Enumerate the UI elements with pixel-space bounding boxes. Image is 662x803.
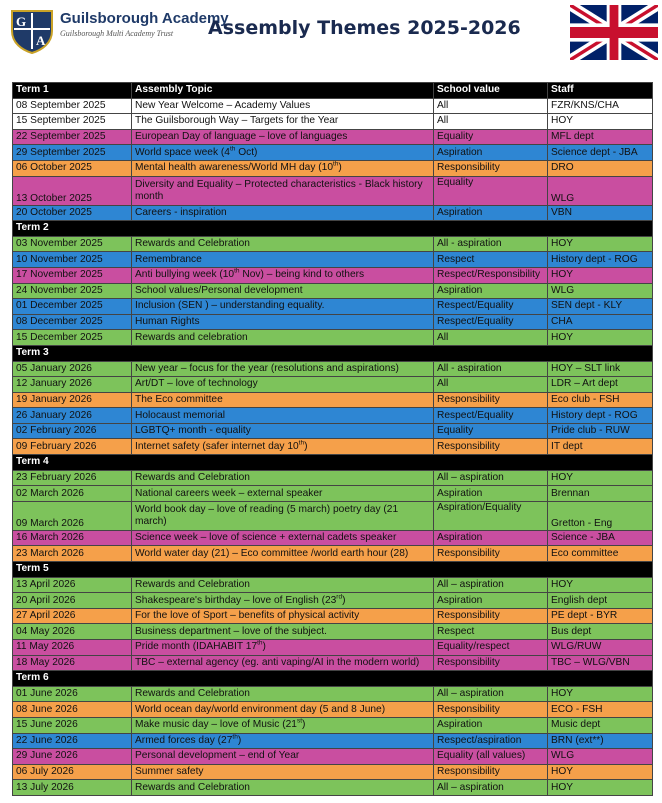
date-cell: 15 September 2025 — [13, 114, 132, 130]
topic-cell: Rewards and celebration — [132, 330, 434, 346]
value-cell: Equality (all values) — [434, 749, 548, 765]
table-row — [13, 577, 653, 593]
column-header-staff: Staff — [548, 83, 653, 99]
date-cell: 24 November 2025 — [13, 283, 132, 299]
staff-cell: HOY — [548, 330, 653, 346]
staff-cell: HOY — [548, 780, 653, 796]
table-row — [13, 624, 653, 640]
value-cell: Respect/Equality — [434, 299, 548, 315]
column-header-term: Term 1 — [13, 83, 132, 99]
date-cell: 09 February 2026 — [13, 439, 132, 455]
topic-cell: Rewards and Celebration — [132, 577, 434, 593]
value-cell: Aspiration — [434, 145, 548, 161]
staff-cell: Science - JBA — [548, 530, 653, 546]
value-cell: Responsibility — [434, 392, 548, 408]
assembly-schedule — [12, 82, 652, 796]
staff-cell: ECO - FSH — [548, 702, 653, 718]
date-cell: 19 January 2026 — [13, 392, 132, 408]
topic-cell: For the love of Sport – benefits of physical activity — [132, 608, 434, 624]
table-row — [13, 749, 653, 765]
staff-cell: Brennan — [548, 486, 653, 502]
term-label: Term 6 — [13, 671, 653, 687]
academy-crest-icon — [8, 7, 56, 55]
staff-cell: TBC – WLG/VBN — [548, 655, 653, 671]
topic-cell: The Guilsborough Way – Targets for the Year — [132, 114, 434, 130]
topic-cell: Business department – love of the subject. — [132, 624, 434, 640]
topic-cell: Holocaust memorial — [132, 408, 434, 424]
staff-cell: HOY — [548, 764, 653, 780]
value-cell: Aspiration — [434, 486, 548, 502]
value-cell: All – aspiration — [434, 780, 548, 796]
topic-text-after: ) — [302, 719, 306, 731]
page-title: Assembly Themes 2025-2026 — [208, 17, 521, 39]
staff-cell: Eco committee — [548, 546, 653, 562]
date-cell: 09 March 2026 — [13, 501, 132, 530]
value-cell: Equality — [434, 423, 548, 439]
table-row — [13, 780, 653, 796]
topic-cell: Rewards and Celebration — [132, 470, 434, 486]
table-row — [13, 640, 653, 656]
value-cell: Equality — [434, 129, 548, 145]
staff-cell: Eco club - FSH — [548, 392, 653, 408]
table-row — [13, 129, 653, 145]
table-row — [13, 160, 653, 176]
table-row — [13, 717, 653, 733]
value-cell: Responsibility — [434, 160, 548, 176]
topic-text-after: ) — [237, 734, 242, 746]
topic-cell: Rewards and Celebration — [132, 780, 434, 796]
value-cell: Respect — [434, 252, 548, 268]
table-row — [13, 330, 653, 346]
crest-letter-g: G — [16, 14, 27, 29]
date-cell: 11 May 2026 — [13, 640, 132, 656]
staff-cell: PE dept - BYR — [548, 608, 653, 624]
table-row — [13, 299, 653, 315]
table-row — [13, 176, 653, 205]
value-cell: All — [434, 330, 548, 346]
academy-logo-text — [60, 10, 229, 38]
date-cell: 26 January 2026 — [13, 408, 132, 424]
date-cell: 22 June 2026 — [13, 733, 132, 749]
date-cell: 06 October 2025 — [13, 160, 132, 176]
staff-cell: DRO — [548, 160, 653, 176]
value-cell: Aspiration — [434, 205, 548, 221]
value-cell: All - aspiration — [434, 236, 548, 252]
topic-cell: Inclusion (SEN ) – understanding equality. — [132, 299, 434, 315]
value-cell: Respect/aspiration — [434, 733, 548, 749]
table-row — [13, 439, 653, 455]
table-row — [13, 252, 653, 268]
topic-superscript: th — [229, 145, 236, 153]
staff-cell: HOY — [548, 267, 653, 283]
topic-cell: New Year Welcome – Academy Values — [132, 98, 434, 114]
staff-cell: HOY — [548, 470, 653, 486]
term-label: Term 4 — [13, 455, 653, 471]
value-cell: Aspiration — [434, 283, 548, 299]
value-cell: Aspiration — [434, 530, 548, 546]
topic-cell: Summer safety — [132, 764, 434, 780]
topic-cell: The Eco committee — [132, 392, 434, 408]
topic-text-after: ) — [342, 594, 346, 606]
topic-superscript: th — [234, 267, 240, 275]
topic-text: Armed forces day (27 — [135, 734, 233, 746]
topic-cell: Art/DT – love of technology — [132, 377, 434, 393]
staff-cell: Music dept — [548, 717, 653, 733]
table-row — [13, 593, 653, 609]
topic-cell: Remembrance — [132, 252, 434, 268]
table-row — [13, 98, 653, 114]
staff-cell: FZR/KNS/CHA — [548, 98, 653, 114]
date-cell: 02 February 2026 — [13, 423, 132, 439]
topic-cell — [132, 267, 434, 283]
topic-text-after: Nov) – being kind to others — [239, 269, 365, 281]
staff-cell: CHA — [548, 314, 653, 330]
term-header-row — [13, 345, 653, 361]
topic-superscript: rd — [336, 593, 343, 601]
table-row — [13, 702, 653, 718]
topic-cell: National careers week – external speaker — [132, 486, 434, 502]
table-body — [13, 98, 653, 795]
value-cell: Responsibility — [434, 439, 548, 455]
value-cell: Responsibility — [434, 702, 548, 718]
staff-cell: MFL dept — [548, 129, 653, 145]
date-cell: 08 December 2025 — [13, 314, 132, 330]
value-cell: Respect/Equality — [434, 408, 548, 424]
term-header-row — [13, 562, 653, 578]
table-row — [13, 283, 653, 299]
table-row — [13, 236, 653, 252]
topic-superscript: th — [232, 733, 238, 741]
date-cell: 20 October 2025 — [13, 205, 132, 221]
staff-cell: Science dept - JBA — [548, 145, 653, 161]
topic-cell — [132, 640, 434, 656]
staff-cell: HOY — [548, 236, 653, 252]
staff-cell: English dept — [548, 593, 653, 609]
topic-text: Shakespeare's birthday – love of English (23 — [135, 594, 337, 606]
value-cell: Aspiration/Equality — [434, 501, 548, 530]
date-cell: 15 June 2026 — [13, 717, 132, 733]
assembly-table — [12, 82, 653, 796]
topic-cell: Science week – love of science + external cadets speaker — [132, 530, 434, 546]
value-cell: Respect/Responsibility — [434, 267, 548, 283]
topic-cell: Rewards and Celebration — [132, 236, 434, 252]
topic-cell — [132, 717, 434, 733]
staff-cell: WLG — [548, 176, 653, 205]
topic-cell — [132, 145, 434, 161]
date-cell: 23 February 2026 — [13, 470, 132, 486]
topic-cell: World book day – love of reading (5 march) poetry day (21 march) — [132, 501, 434, 530]
value-cell: Respect/Equality — [434, 314, 548, 330]
value-cell: All – aspiration — [434, 577, 548, 593]
table-row — [13, 392, 653, 408]
table-row — [13, 408, 653, 424]
table-row — [13, 486, 653, 502]
table-row — [13, 361, 653, 377]
table-row — [13, 145, 653, 161]
value-cell: Responsibility — [434, 764, 548, 780]
table-row — [13, 423, 653, 439]
topic-text: Anti bullying week (10 — [135, 269, 235, 281]
staff-cell: LDR – Art dept — [548, 377, 653, 393]
topic-cell — [132, 439, 434, 455]
topic-cell: Human Rights — [132, 314, 434, 330]
date-cell: 13 April 2026 — [13, 577, 132, 593]
topic-text-after: ) — [338, 162, 342, 174]
date-cell: 02 March 2026 — [13, 486, 132, 502]
date-cell: 23 March 2026 — [13, 546, 132, 562]
term-header-row — [13, 671, 653, 687]
topic-cell: Personal development – end of Year — [132, 749, 434, 765]
value-cell: All — [434, 98, 548, 114]
staff-cell: History dept - ROG — [548, 252, 653, 268]
value-cell: All – aspiration — [434, 470, 548, 486]
value-cell: All - aspiration — [434, 361, 548, 377]
date-cell: 29 September 2025 — [13, 145, 132, 161]
staff-cell: HOY – SLT link — [548, 361, 653, 377]
date-cell: 27 April 2026 — [13, 608, 132, 624]
date-cell: 13 October 2025 — [13, 176, 132, 205]
staff-cell: HOY — [548, 114, 653, 130]
staff-cell: History dept - ROG — [548, 408, 653, 424]
staff-cell: Pride club - RUW — [548, 423, 653, 439]
date-cell: 17 November 2025 — [13, 267, 132, 283]
value-cell: Responsibility — [434, 608, 548, 624]
staff-cell: BRN (ext**) — [548, 733, 653, 749]
value-cell: Responsibility — [434, 546, 548, 562]
topic-cell — [132, 160, 434, 176]
value-cell: Respect — [434, 624, 548, 640]
date-cell: 22 September 2025 — [13, 129, 132, 145]
date-cell: 01 June 2026 — [13, 686, 132, 702]
date-cell: 13 July 2026 — [13, 780, 132, 796]
topic-text: Mental health awareness/World MH day (10 — [135, 162, 333, 174]
staff-cell: WLG/RUW — [548, 640, 653, 656]
date-cell: 16 March 2026 — [13, 530, 132, 546]
table-row — [13, 686, 653, 702]
term-header-row — [13, 221, 653, 237]
value-cell: All – aspiration — [434, 686, 548, 702]
staff-cell: WLG — [548, 283, 653, 299]
date-cell: 10 November 2025 — [13, 252, 132, 268]
topic-text-after: ) — [262, 641, 266, 653]
topic-text-after: Oct) — [235, 146, 258, 158]
table-row — [13, 470, 653, 486]
value-cell: All — [434, 114, 548, 130]
value-cell: Aspiration — [434, 593, 548, 609]
table-row — [13, 546, 653, 562]
value-cell: Aspiration — [434, 717, 548, 733]
page-header — [0, 0, 662, 80]
value-cell: Equality/respect — [434, 640, 548, 656]
term-label: Term 2 — [13, 221, 653, 237]
crest-letter-a: A — [36, 33, 46, 48]
table-row — [13, 267, 653, 283]
date-cell: 08 June 2026 — [13, 702, 132, 718]
value-cell: Responsibility — [434, 655, 548, 671]
topic-cell — [132, 593, 434, 609]
table-row — [13, 205, 653, 221]
table-header-row — [13, 83, 653, 99]
staff-cell: SEN dept - KLY — [548, 299, 653, 315]
topic-superscript: th — [298, 439, 305, 447]
topic-cell: World water day (21) – Eco committee /world earth hour (28) — [132, 546, 434, 562]
topic-superscript: th — [257, 639, 263, 647]
topic-text: World space week (4 — [135, 146, 230, 158]
table-row — [13, 377, 653, 393]
topic-cell: Rewards and Celebration — [132, 686, 434, 702]
table-row — [13, 501, 653, 530]
term-header-row — [13, 455, 653, 471]
academy-subtitle: Guilsborough Multi Academy Trust — [60, 29, 174, 38]
staff-cell: HOY — [548, 577, 653, 593]
topic-text: Make music day – love of Music (21 — [135, 719, 297, 731]
topic-cell: Careers - inspiration — [132, 205, 434, 221]
table-row — [13, 764, 653, 780]
date-cell: 20 April 2026 — [13, 593, 132, 609]
staff-cell: IT dept — [548, 439, 653, 455]
date-cell: 15 December 2025 — [13, 330, 132, 346]
date-cell: 04 May 2026 — [13, 624, 132, 640]
staff-cell: HOY — [548, 686, 653, 702]
date-cell: 18 May 2026 — [13, 655, 132, 671]
topic-text: Pride month (IDAHABIT 17 — [135, 641, 258, 653]
topic-cell: LGBTQ+ month - equality — [132, 423, 434, 439]
table-row — [13, 608, 653, 624]
topic-cell: World ocean day/world environment day (5 and 8 June) — [132, 702, 434, 718]
term-label: Term 3 — [13, 345, 653, 361]
topic-cell: Diversity and Equality – Protected characteristics - Black history month — [132, 176, 434, 205]
staff-cell: VBN — [548, 205, 653, 221]
topic-superscript: st — [296, 717, 302, 725]
date-cell: 06 July 2026 — [13, 764, 132, 780]
staff-cell: Gretton - Eng — [548, 501, 653, 530]
column-header-topic: Assembly Topic — [132, 83, 434, 99]
value-cell: Equality — [434, 176, 548, 205]
column-header-value: School value — [434, 83, 548, 99]
staff-cell: Bus dept — [548, 624, 653, 640]
date-cell: 05 January 2026 — [13, 361, 132, 377]
term-label: Term 5 — [13, 562, 653, 578]
topic-cell — [132, 733, 434, 749]
staff-cell: WLG — [548, 749, 653, 765]
academy-name: Guilsborough Academy — [60, 10, 229, 27]
date-cell: 12 January 2026 — [13, 377, 132, 393]
union-jack-flag-icon — [570, 5, 658, 60]
date-cell: 08 September 2025 — [13, 98, 132, 114]
topic-text-after: ) — [304, 440, 308, 452]
table-row — [13, 530, 653, 546]
date-cell: 29 June 2026 — [13, 749, 132, 765]
topic-cell: New year – focus for the year (resolutions and aspirations) — [132, 361, 434, 377]
table-row — [13, 655, 653, 671]
value-cell: All — [434, 377, 548, 393]
topic-cell: European Day of language – love of languages — [132, 129, 434, 145]
topic-text: Internet safety (safer internet day 10 — [135, 440, 299, 452]
table-row — [13, 733, 653, 749]
topic-cell: School values/Personal development — [132, 283, 434, 299]
date-cell: 03 November 2025 — [13, 236, 132, 252]
table-row — [13, 314, 653, 330]
table-row — [13, 114, 653, 130]
topic-cell: TBC – external agency (eg. anti vaping/AI in the modern world) — [132, 655, 434, 671]
topic-superscript: th — [333, 160, 339, 168]
date-cell: 01 December 2025 — [13, 299, 132, 315]
